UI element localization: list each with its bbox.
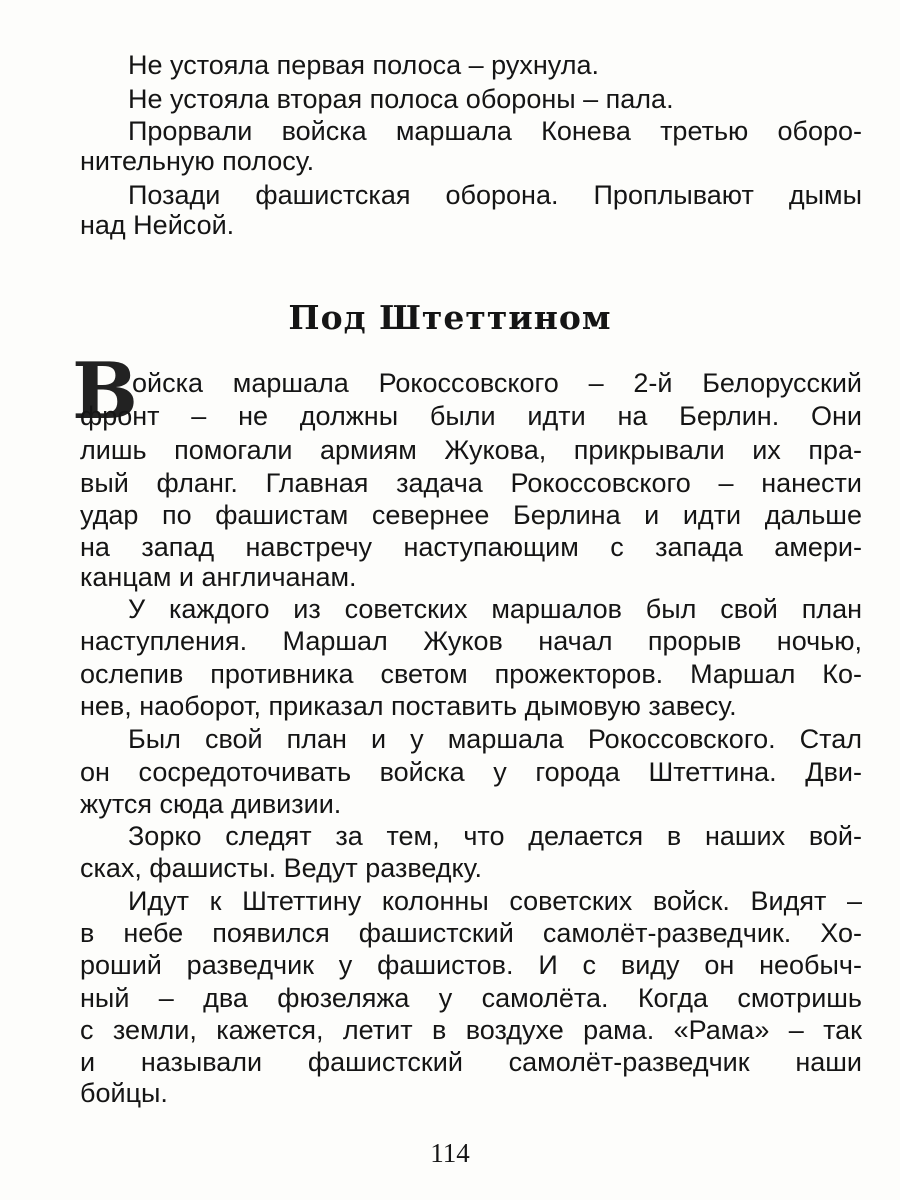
text-line: канцам и англичанам. <box>80 562 357 592</box>
text-line: ослепив противника светом прожекторов. Маршал Ко- <box>80 659 862 689</box>
text-line: наступления. Маршал Жуков начал прорыв ночью, <box>80 626 862 656</box>
text-line: сках, фашисты. Ведут разведку. <box>80 853 482 883</box>
text-line: Был свой план и у маршала Рокоссовского. Стал <box>128 724 862 754</box>
text-line: роший разведчик у фашистов. И с виду он необыч- <box>80 950 862 980</box>
text-line: Прорвали войска маршала Конева третью оборо- <box>128 116 862 146</box>
drop-cap: В <box>72 346 138 437</box>
text-line: жутся сюда дивизии. <box>80 789 342 819</box>
text-line: с земли, кажется, летит в воздухе рама. «Рама» – так <box>80 1015 862 1045</box>
text-line: он сосредоточивать войска у города Штеттина. Дви- <box>80 757 862 787</box>
text-line: У каждого из советских маршалов был свой план <box>128 594 862 624</box>
text-line: ный – два фюзеляжа у самолёта. Когда смотришь <box>80 983 862 1013</box>
text-line: в небе появился фашистский самолёт-разведчик. Хо- <box>80 918 862 948</box>
text-line: вый фланг. Главная задача Рокоссовского – нанести <box>80 468 862 498</box>
text-line: бойцы. <box>80 1078 168 1108</box>
text-line: Позади фашистская оборона. Проплывают дымы <box>128 180 862 210</box>
text-line: и называли фашистский самолёт-разведчик наши <box>80 1047 862 1077</box>
section-title: Под Штеттином <box>288 298 612 337</box>
text-line: Зорко следят за тем, что делается в наших вой- <box>128 821 862 851</box>
text-line: нительную полосу. <box>80 146 315 176</box>
text-line: Не устояла вторая полоса обороны – пала. <box>128 84 674 114</box>
text-line: фронт – не должны были идти на Берлин. Они <box>80 401 862 431</box>
text-line: нев, наоборот, приказал поставить дымовую завесу. <box>80 691 737 721</box>
text-line: Не устояла первая полоса – рухнула. <box>128 50 599 80</box>
page-number: 114 <box>430 1138 470 1168</box>
text-line: удар по фашистам севернее Берлина и идти дальше <box>80 500 862 530</box>
text-line: на запад навстречу наступающим с запада амери- <box>80 532 862 562</box>
text-line: лишь помогали армиям Жукова, прикрывали их пра- <box>80 435 862 465</box>
text-line: ойска маршала Рокоссовского – 2-й Белорусский <box>132 368 862 398</box>
text-line: Идут к Штеттину колонны советских войск. Видят – <box>128 886 862 916</box>
text-line: над Нейсой. <box>80 210 235 240</box>
